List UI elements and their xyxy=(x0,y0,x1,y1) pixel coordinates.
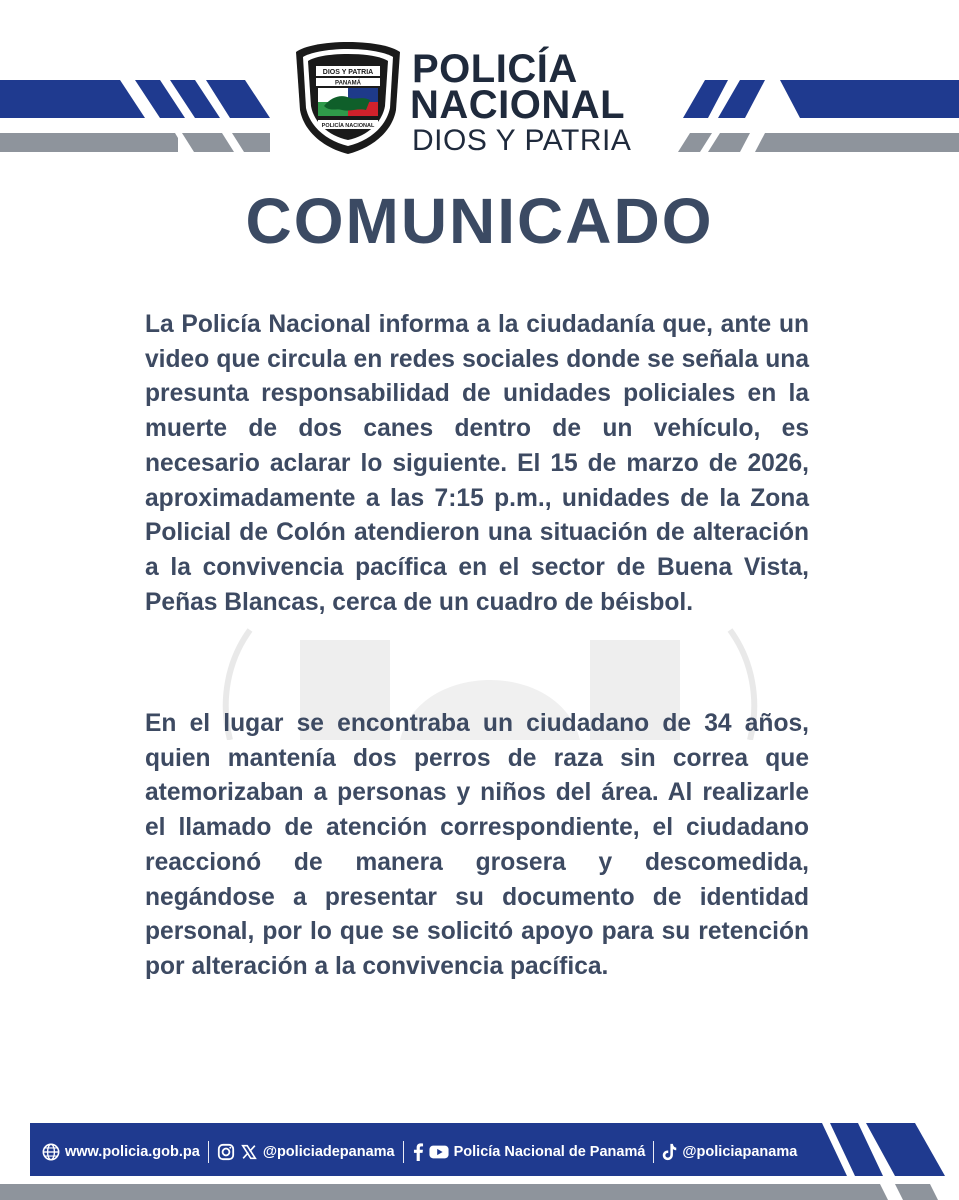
facebook-youtube-name[interactable]: Policía Nacional de Panamá xyxy=(453,1144,646,1160)
globe-icon xyxy=(42,1143,60,1161)
seal-motto-text: DIOS Y PATRIA xyxy=(322,69,374,76)
footer-divider xyxy=(653,1141,654,1163)
seal-name-text: POLICÍA NACIONAL xyxy=(321,123,375,129)
youtube-icon xyxy=(429,1143,449,1161)
instagram-icon xyxy=(217,1143,235,1161)
footer-divider xyxy=(208,1141,209,1163)
police-seal-logo xyxy=(292,40,404,156)
brand-name-line1: POLICÍA xyxy=(412,47,578,91)
brand-motto: DIOS Y PATRIA xyxy=(412,124,632,157)
footer-contacts xyxy=(42,1140,797,1164)
tiktok-handle[interactable]: @policiapanama xyxy=(682,1144,798,1160)
instagram-x-handle[interactable]: @policiadepanama xyxy=(262,1144,395,1160)
body-paragraph-2: En el lugar se encontraba un ciudadano de 34 años, quien mantenía dos perros de raza sin correa que atemorizaban a personas y niños del área. Al realizarle el llamado de atención correspondiente, el ciudadano reaccionó de manera grosera y descomedida, negándose a presentar su documento de identidad personal, por lo que se solicitó apoyo para su retención por alteración a la convivencia pacífica. xyxy=(145,710,809,980)
tiktok-icon xyxy=(662,1143,677,1161)
website-link[interactable]: www.policia.gob.pa xyxy=(65,1144,200,1160)
x-icon xyxy=(240,1143,258,1161)
footer-divider xyxy=(403,1141,404,1163)
facebook-icon xyxy=(412,1143,424,1161)
page-title: COMUNICADO xyxy=(245,185,714,257)
body-paragraph-1: La Policía Nacional informa a la ciudadanía que, ante un video que circula en redes sociales donde se señala una presunta responsabilidad de unidades policiales en la muerte de dos canes dentro de un vehículo, es necesario aclarar lo siguiente. El 15 de marzo de 2026, aproximadamente a las 7:15 p.m., unidades de la Zona Policial de Colón atendieron una situación de alteración a la convivencia pacífica en el sector de Buena Vista, Peñas Blancas, cerca de un cuadro de béisbol. xyxy=(145,311,809,616)
brand-name-line2: NACIONAL xyxy=(410,83,626,127)
seal-country-text: PANAMÁ xyxy=(335,80,361,87)
